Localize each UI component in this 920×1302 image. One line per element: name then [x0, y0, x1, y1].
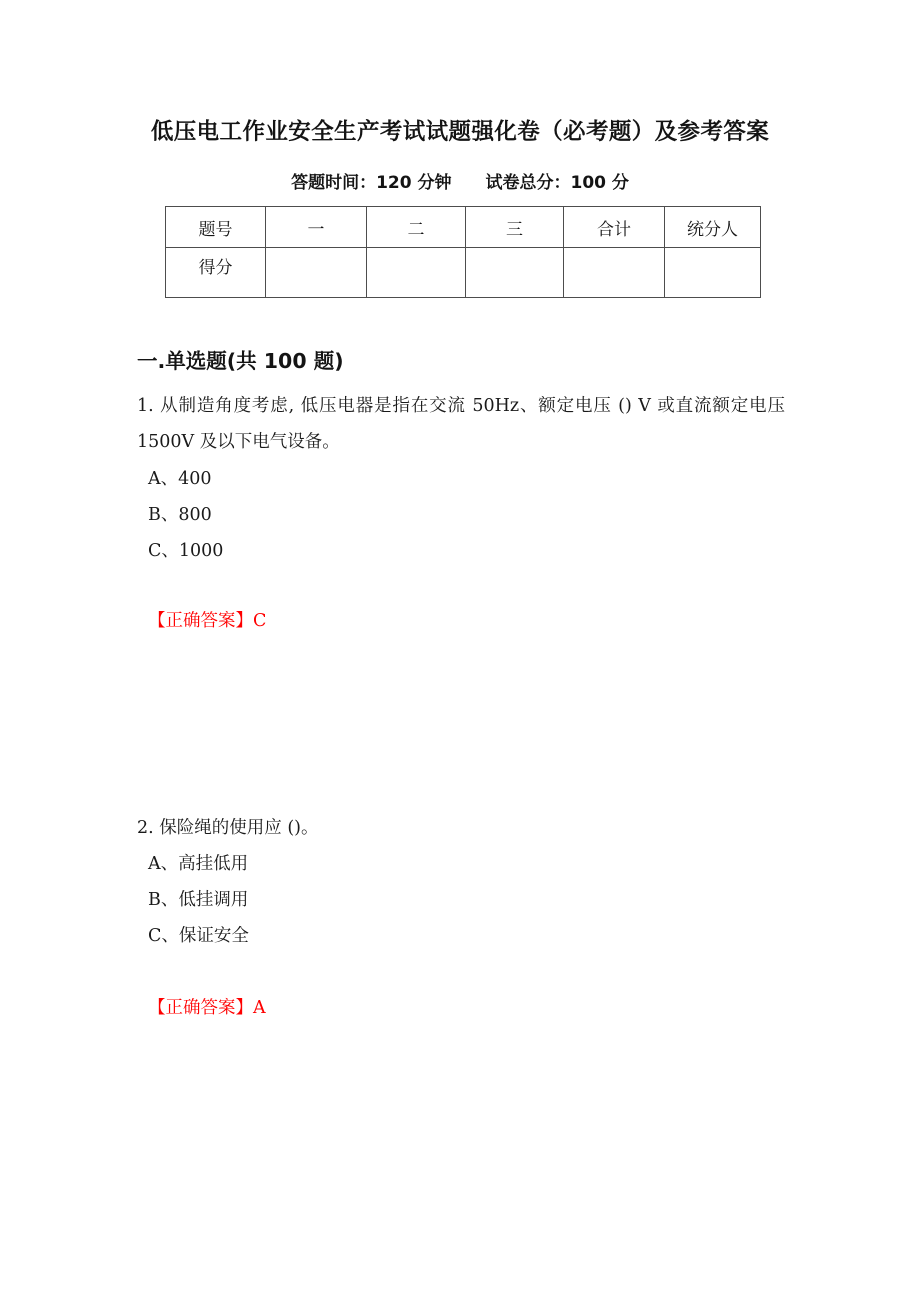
section-heading-single-choice: 一.单选题(共 100 题) [137, 349, 344, 373]
table-row [166, 248, 761, 298]
table-row-label: 得分 [166, 248, 266, 298]
score-table [165, 206, 761, 298]
table-cell-score[interactable] [266, 248, 367, 298]
correct-answer: 【正确答案】A [148, 998, 266, 1018]
table-header-cell: 合计 [564, 207, 665, 248]
question-option[interactable]: A、高挂低用 [148, 854, 249, 874]
question-option[interactable]: B、低挂调用 [148, 890, 249, 910]
table-cell-score[interactable] [665, 248, 761, 298]
question-option[interactable]: C、保证安全 [148, 926, 249, 946]
table-header-cell: 统分人 [665, 207, 761, 248]
table-cell-score[interactable] [466, 248, 564, 298]
table-header-cell: 题号 [166, 207, 266, 248]
exam-info-subtitle: 答题时间：120 分钟 试卷总分：100 分 [291, 173, 629, 193]
question-option[interactable]: A、400 [148, 469, 212, 489]
score-table-container [165, 206, 761, 298]
table-cell-score[interactable] [367, 248, 466, 298]
table-cell-score[interactable] [564, 248, 665, 298]
question-option[interactable]: C、1000 [148, 541, 224, 561]
correct-answer: 【正确答案】C [148, 611, 267, 631]
page-title: 低压电工作业安全生产考试试题强化卷（必考题）及参考答案 [150, 119, 770, 145]
question-option[interactable]: B、800 [148, 505, 212, 525]
question-stem: 1. 从制造角度考虑, 低压电器是指在交流 50Hz、额定电压 () V 或直流额定电压 1500V 及以下电气设备。 [137, 396, 785, 452]
table-header-cell: 三 [466, 207, 564, 248]
table-header-cell: 一 [266, 207, 367, 248]
table-header-cell: 二 [367, 207, 466, 248]
table-header-row [166, 207, 761, 248]
question-stem: 2. 保险绳的使用应 ()。 [137, 818, 319, 838]
